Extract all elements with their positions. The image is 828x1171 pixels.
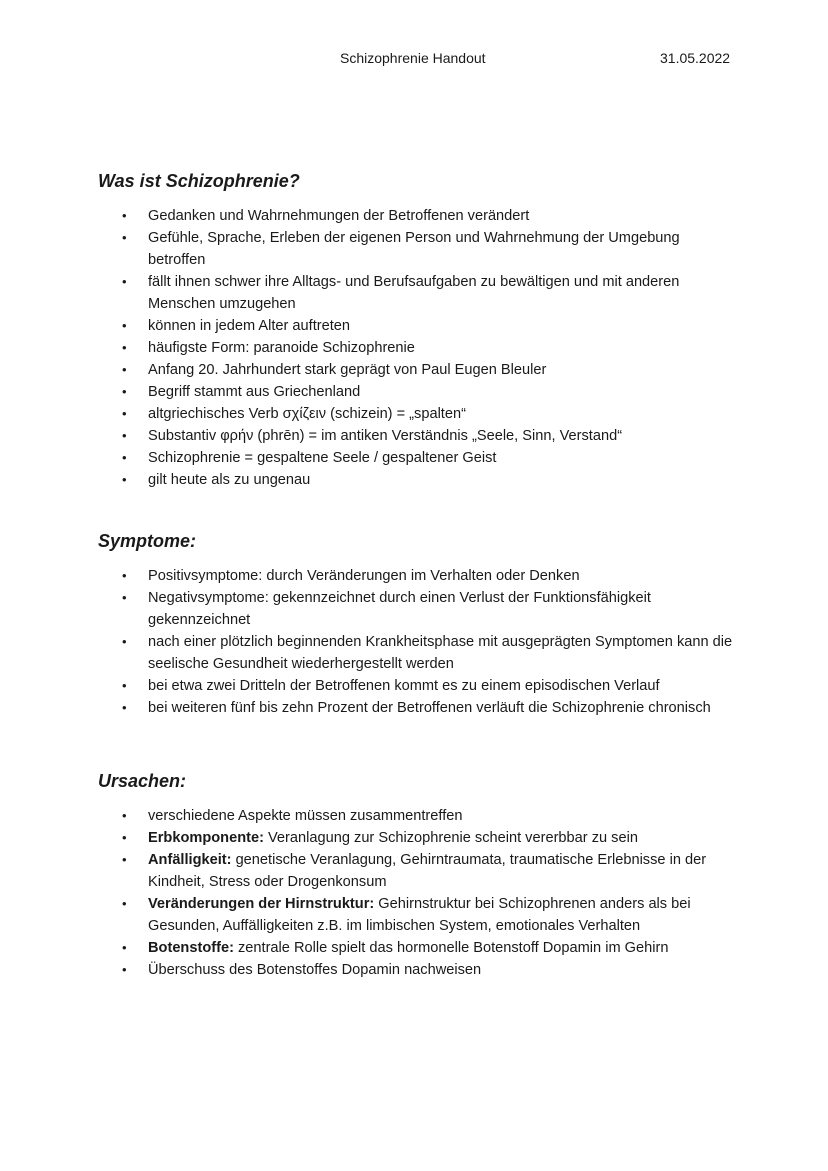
page-header [0,50,828,70]
list-item [98,893,738,937]
list-item [98,205,738,227]
section-was-ist-schizophrenie [98,170,738,491]
list-item [98,337,738,359]
list-item-text: Gedanken und Wahrnehmungen der Betroffenen verändert [148,208,530,224]
bullet-icon: • [122,450,127,465]
bullet-icon: • [122,318,127,333]
list-item [98,631,738,675]
list-item-text: Gefühle, Sprache, Erleben der eigenen Person und Wahrnehmung der Umgebung betroffen [148,230,680,268]
list-item-text: bei weiteren fünf bis zehn Prozent der Betroffenen verläuft die Schizophrenie chronisch [148,700,711,716]
section-heading: Was ist Schizophrenie? [98,171,300,191]
bullet-icon: • [122,830,127,845]
list-item-text: Überschuss des Botenstoffes Dopamin nachweisen [148,962,482,978]
list-item-text: Substantiv φρήν (phrēn) = im antiken Verständnis „Seele, Sinn, Verstand“ [148,428,623,444]
list-item [98,227,738,271]
list-item [98,675,738,697]
bullet-icon: • [122,634,127,649]
list-item-text: genetische Veranlagung, Gehirntraumata, traumatische Erlebnisse in der Kindheit, Stress oder Drogenkonsum [148,852,707,890]
bullet-list [98,205,738,491]
list-item [98,697,738,719]
list-item [98,359,738,381]
bullet-icon: • [122,428,127,443]
list-item-text: Negativsymptome: gekennzeichnet durch einen Verlust der Funktionsfähigkeit gekennzeichnet [148,590,651,628]
section-heading: Ursachen: [98,771,187,791]
bullet-list [98,565,738,719]
header-title: Schizophrenie Handout [340,50,486,66]
list-item [98,827,738,849]
list-item [98,959,738,981]
bullet-icon: • [122,852,127,867]
list-item [98,425,738,447]
bullet-icon: • [122,406,127,421]
list-item [98,403,738,425]
list-item-text: nach einer plötzlich beginnenden Krankheitsphase mit ausgeprägten Symptomen kann die seelische Gesundheit wiederhergestellt werden [148,634,733,672]
bullet-icon: • [122,590,127,605]
list-item [98,937,738,959]
list-item [98,805,738,827]
list-item-text: altgriechisches Verb σχίζειν (schizein) = „spalten“ [148,406,466,422]
list-item [98,315,738,337]
bullet-icon: • [122,230,127,245]
bullet-icon: • [122,384,127,399]
list-item-text: zentrale Rolle spielt das hormonelle Botenstoff Dopamin im Gehirn [233,940,669,956]
bullet-icon: • [122,362,127,377]
list-item [98,271,738,315]
bullet-icon: • [122,568,127,583]
list-item-text: bei etwa zwei Dritteln der Betroffenen kommt es zu einem episodischen Verlauf [148,678,660,694]
bullet-icon: • [122,962,127,977]
list-item-text: Schizophrenie = gespaltene Seele / gespaltener Geist [148,450,497,466]
section-heading: Symptome: [98,531,197,551]
bullet-icon: • [122,340,127,355]
list-item-text: fällt ihnen schwer ihre Alltags- und Berufsaufgaben zu bewältigen und mit anderen Menschen umzugehen [148,274,680,312]
list-item [98,447,738,469]
bullet-icon: • [122,808,127,823]
list-item-label: Veränderungen der Hirnstruktur: [148,896,375,912]
section-ursachen [98,770,738,981]
list-item-label: Erbkomponente: [148,830,264,846]
bullet-icon: • [122,896,127,911]
section-symptome [98,530,738,719]
list-item-text: Positivsymptome: durch Veränderungen im Verhalten oder Denken [148,568,580,584]
list-item-text: gilt heute als zu ungenau [148,472,311,488]
bullet-icon: • [122,208,127,223]
list-item-label: Botenstoffe: [148,940,234,956]
header-date: 31.05.2022 [660,50,731,66]
list-item-text: verschiedene Aspekte müssen zusammentreffen [148,808,463,824]
bullet-list [98,805,738,981]
list-item-text: Begriff stammt aus Griechenland [148,384,361,400]
list-item-text: Gehirnstruktur bei Schizophrenen anders als bei Gesunden, Auffälligkeiten z.B. im limbischen System, emotionales Verhalten [148,896,691,934]
list-item-text: Veranlagung zur Schizophrenie scheint vererbbar zu sein [263,830,638,846]
list-item-text: häufigste Form: paranoide Schizophrenie [148,340,415,356]
list-item-label: Anfälligkeit: [148,852,232,868]
list-item-text: können in jedem Alter auftreten [148,318,351,334]
bullet-icon: • [122,274,127,289]
list-item [98,587,738,631]
list-item [98,565,738,587]
bullet-icon: • [122,700,127,715]
list-item [98,381,738,403]
list-item [98,849,738,893]
bullet-icon: • [122,678,127,693]
list-item [98,469,738,491]
bullet-icon: • [122,472,127,487]
list-item-text: Anfang 20. Jahrhundert stark geprägt von Paul Eugen Bleuler [148,362,547,378]
bullet-icon: • [122,940,127,955]
